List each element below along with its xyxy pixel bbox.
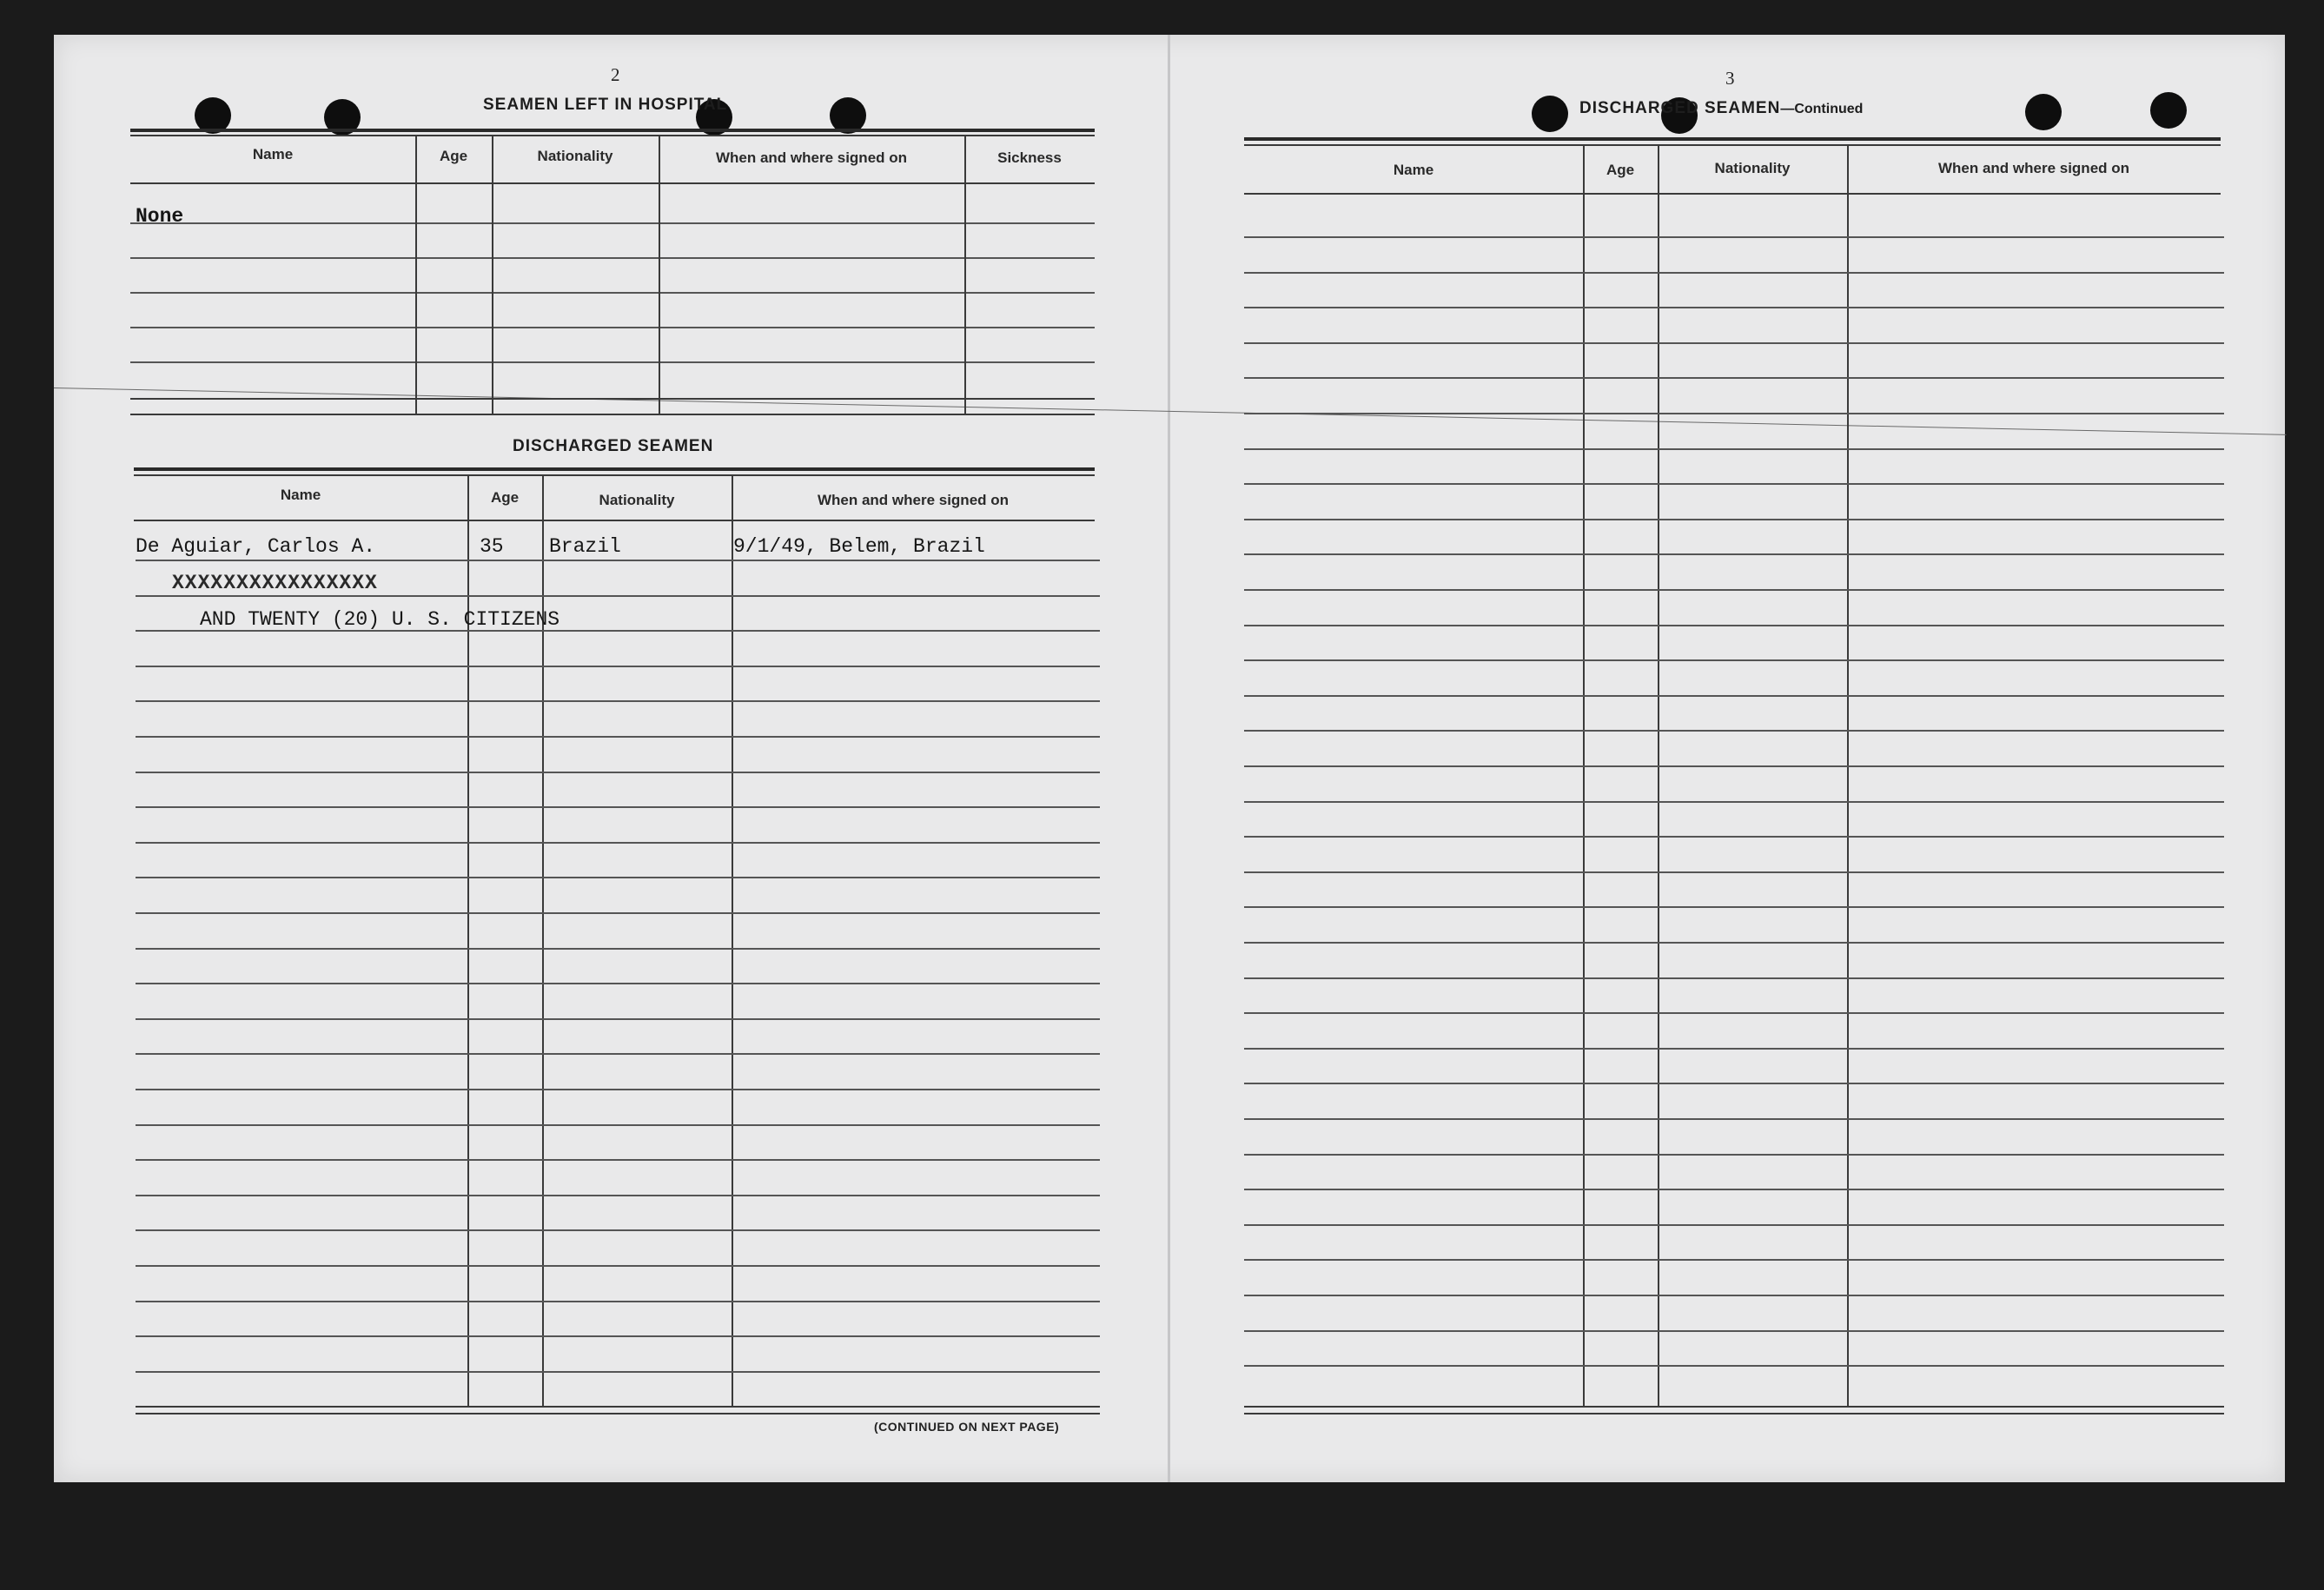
row-rule xyxy=(136,877,1100,878)
seaman-nationality: Brazil xyxy=(549,535,621,558)
table-rule xyxy=(1244,137,2221,141)
column-header-name: Name xyxy=(252,146,294,162)
row-rule xyxy=(1244,1365,2224,1367)
row-rule xyxy=(136,1301,1100,1302)
row-rule xyxy=(1244,765,2224,767)
row-rule xyxy=(1244,1259,2224,1261)
row-rule xyxy=(1244,1295,2224,1296)
row-rule xyxy=(1244,659,2224,661)
row-rule xyxy=(136,948,1100,950)
column-divider xyxy=(1658,144,1659,1408)
title-text: DISCHARGED SEAMEN xyxy=(1579,99,1781,117)
title-suffix: —Continued xyxy=(1780,102,1864,116)
row-rule xyxy=(1244,236,2224,238)
row-rule xyxy=(1244,1189,2224,1190)
row-rule xyxy=(1244,730,2224,732)
row-rule xyxy=(136,1229,1100,1231)
table-rule xyxy=(134,467,1095,471)
discharged-section-title: DISCHARGED SEAMEN xyxy=(513,437,714,455)
column-header-sickness: Sickness xyxy=(997,149,1062,166)
column-header-nationality: Nationality xyxy=(1714,160,1791,176)
column-header-nationality: Nationality xyxy=(537,148,613,164)
row-rule xyxy=(1244,448,2224,450)
row-rule xyxy=(1244,307,2224,308)
punch-hole xyxy=(2150,92,2187,129)
row-rule xyxy=(1244,977,2224,979)
row-rule xyxy=(136,842,1100,844)
row-rule xyxy=(136,560,1100,561)
row-rule xyxy=(136,1089,1100,1090)
table-rule xyxy=(134,520,1095,521)
table-rule xyxy=(130,361,1095,363)
column-header-age: Age xyxy=(1606,162,1635,178)
row-rule xyxy=(1244,1048,2224,1050)
row-rule xyxy=(136,1265,1100,1267)
page-fold xyxy=(1168,35,1170,1482)
table-rule xyxy=(130,135,1095,136)
table-rule xyxy=(130,292,1095,294)
table-bottom-rule xyxy=(1244,1413,2224,1414)
row-rule xyxy=(136,666,1100,667)
column-header-signed-on: When and where signed on xyxy=(1937,160,2130,176)
table-rule xyxy=(130,222,1095,224)
table-rule xyxy=(134,474,1095,476)
table-rule xyxy=(130,398,1095,400)
row-rule xyxy=(136,1335,1100,1337)
table-bottom-rule xyxy=(136,1413,1100,1414)
row-rule xyxy=(1244,1083,2224,1084)
table-bottom-rule xyxy=(1244,1406,2224,1408)
row-rule xyxy=(1244,871,2224,873)
page-number: 2 xyxy=(611,64,620,85)
column-header-name: Name xyxy=(280,487,321,503)
column-divider xyxy=(415,135,417,414)
table-rule xyxy=(130,129,1095,132)
column-header-signed-on: When and where signed on xyxy=(715,149,908,166)
row-rule xyxy=(1244,801,2224,803)
row-rule xyxy=(136,912,1100,914)
row-rule xyxy=(136,1195,1100,1196)
column-divider xyxy=(492,135,493,414)
table-rule xyxy=(130,257,1095,259)
row-rule xyxy=(1244,695,2224,697)
punch-hole xyxy=(1532,96,1568,132)
row-rule xyxy=(136,772,1100,773)
row-rule xyxy=(1244,942,2224,944)
row-rule xyxy=(1244,1154,2224,1156)
row-rule xyxy=(1244,906,2224,908)
row-rule xyxy=(136,1371,1100,1373)
row-rule xyxy=(1244,836,2224,838)
column-header-name: Name xyxy=(1393,162,1434,178)
row-rule xyxy=(1244,625,2224,626)
punch-hole xyxy=(2025,94,2062,130)
hospital-entry-name: None xyxy=(136,205,184,228)
row-rule xyxy=(136,1018,1100,1020)
column-header-signed-on: When and where signed on xyxy=(817,492,1010,508)
column-header-age: Age xyxy=(490,489,520,506)
row-rule xyxy=(136,1159,1100,1161)
column-header-age: Age xyxy=(439,148,468,164)
table-rule xyxy=(1244,193,2221,195)
discharged-continued-title xyxy=(1579,99,1863,118)
row-rule xyxy=(1244,1330,2224,1332)
table-rule xyxy=(130,414,1095,415)
continued-note: (CONTINUED ON NEXT PAGE) xyxy=(874,1420,1060,1434)
row-rule xyxy=(1244,1012,2224,1014)
row-rule xyxy=(1244,553,2224,555)
citizens-note: AND TWENTY (20) U. S. CITIZENS xyxy=(200,608,560,631)
row-rule xyxy=(1244,377,2224,379)
row-rule xyxy=(1244,1118,2224,1120)
seaman-signed-on: 9/1/49, Belem, Brazil xyxy=(733,535,985,558)
column-header-nationality: Nationality xyxy=(599,492,675,508)
page-number: 3 xyxy=(1725,68,1735,89)
row-rule xyxy=(1244,589,2224,591)
column-divider xyxy=(1583,144,1585,1408)
column-divider xyxy=(1847,144,1849,1408)
row-rule xyxy=(1244,272,2224,274)
row-rule xyxy=(136,595,1100,597)
column-divider xyxy=(964,135,966,414)
table-rule xyxy=(130,327,1095,328)
row-rule xyxy=(136,806,1100,808)
hospital-section-title: SEAMEN LEFT IN HOSPITAL xyxy=(483,96,728,114)
row-rule xyxy=(136,983,1100,984)
row-rule xyxy=(136,700,1100,702)
seaman-name: De Aguiar, Carlos A. xyxy=(136,535,376,558)
row-rule xyxy=(136,736,1100,738)
table-rule xyxy=(1244,144,2221,146)
row-rule xyxy=(1244,483,2224,485)
row-rule xyxy=(136,1053,1100,1055)
row-rule xyxy=(1244,342,2224,344)
table-rule xyxy=(130,182,1095,184)
seaman-age: 35 xyxy=(480,535,504,558)
row-rule xyxy=(1244,519,2224,520)
row-rule xyxy=(136,1124,1100,1126)
column-divider xyxy=(659,135,660,414)
table-bottom-rule xyxy=(136,1406,1100,1408)
struck-out-line: XXXXXXXXXXXXXXXX xyxy=(172,572,378,594)
row-rule xyxy=(1244,1224,2224,1226)
row-rule xyxy=(1244,413,2224,414)
